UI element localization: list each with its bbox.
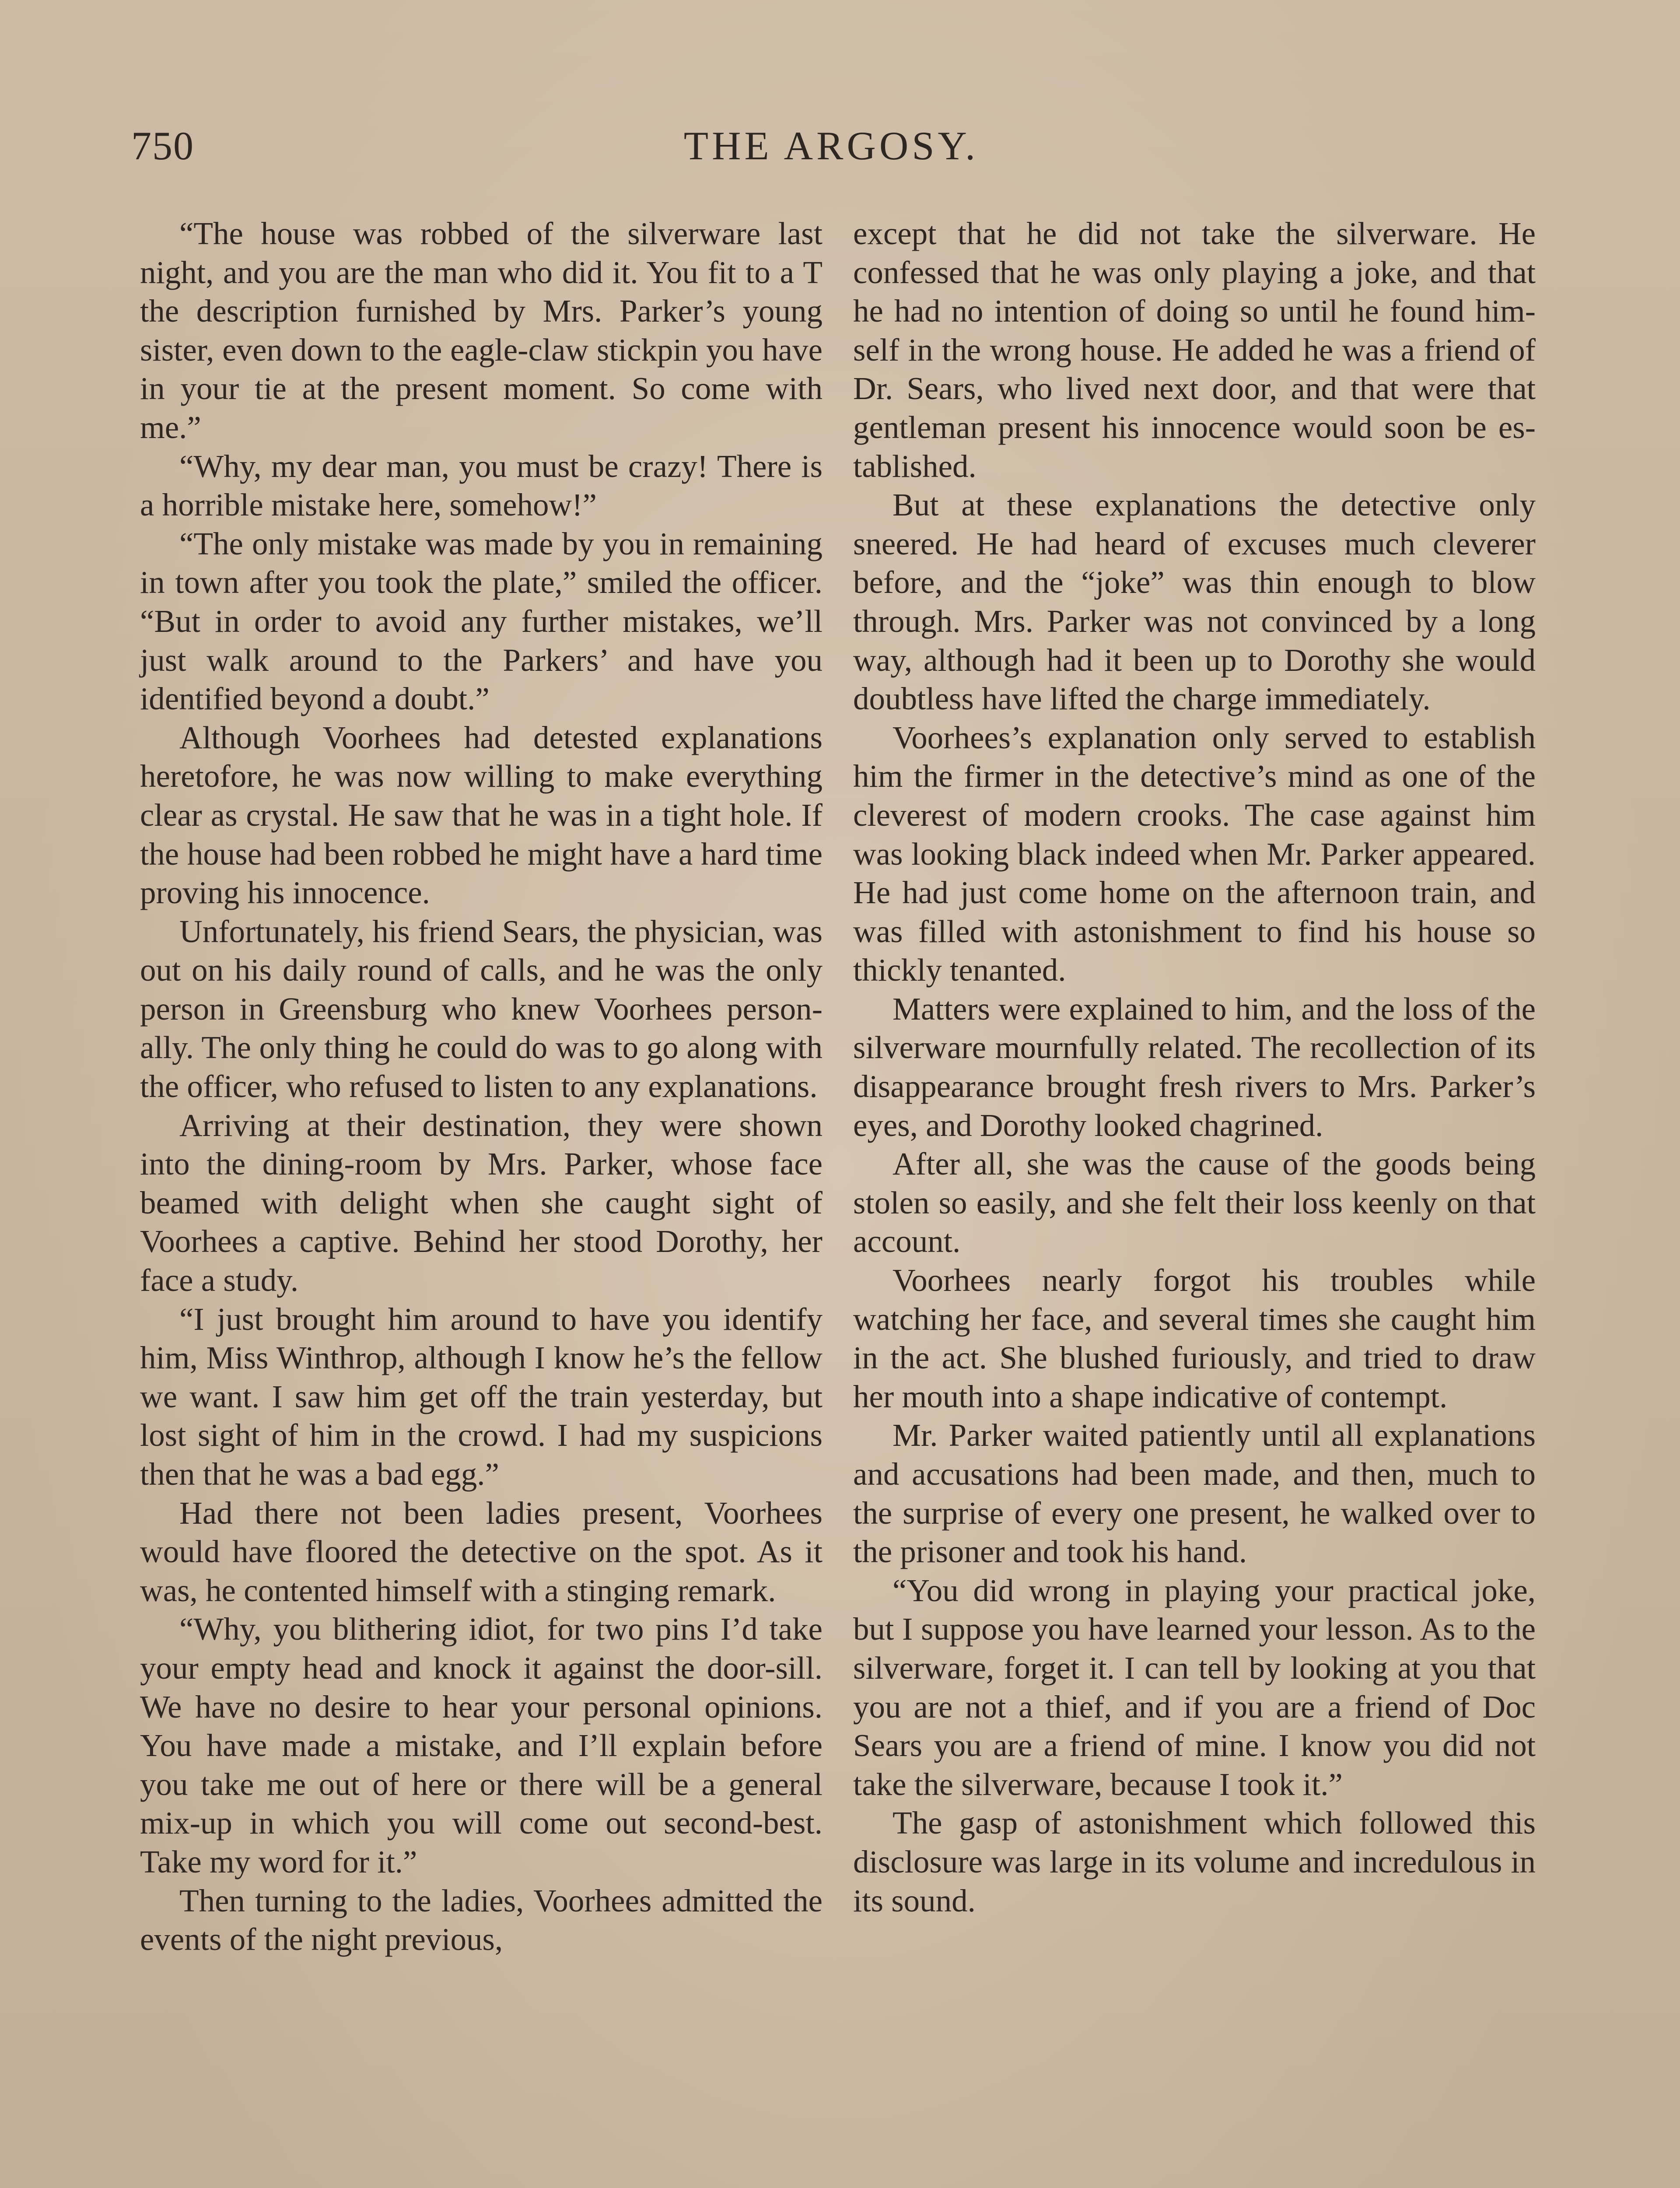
paragraph: “The only mistake was made by you in remaining in town after you took the plate,” smiled the officer. “But in order to avoid any further mistakes, we’ll just walk around to the Parkers’ and have you identified beyond a doubt.” xyxy=(140,526,822,717)
paragraph: Mr. Parker waited patiently until all explanations and accusations had been made, and then, much to the surprise of every one present, he walked over to the prisoner and took his hand. xyxy=(853,1417,1536,1570)
page-number: 750 xyxy=(131,123,194,168)
paragraph: “I just brought him around to have you identify him, Miss Winthrop, although I know he’s the fellow we want. I saw him get off the train yesterday, but lost sight of him in the crowd. I had my suspicions then that he was a bad egg.” xyxy=(140,1301,822,1492)
paragraph: “The house was robbed of the silverware last night, and you are the man who did it. You fit to a T the description furnished by Mrs. Parker’s young sister, even down to the eagle-claw stickpin you have in your tie at the present moment. So come with me.” xyxy=(140,216,822,445)
paragraph-continued: except that he did not take the silverware. He confessed that he was only playing a joke, and that he had no intention of doing so until he found himself in the wrong house. He added he was a friend of Dr. Sears, who lived next door, and that were that gentleman present his innocence would soon be established. xyxy=(853,216,1536,484)
paragraph: Unfortunately, his friend Sears, the physician, was out on his daily round of calls, and he was the only person in Greensburg who knew Voorhees personally. The only thing he could do was to go along with the officer, who refused to listen to any explanations. xyxy=(140,913,822,1105)
paragraph: “Why, you blithering idiot, for two pins I’d take your empty head and knock it against the door-sill. We have no desire to hear your personal opinions. You have made a mistake, and I’ll explain before you take me out of here or there will be a general mix-up in which you will come out second-best. Take my word for it.” xyxy=(140,1611,822,1879)
paragraph: After all, she was the cause of the goods being stolen so easily, and she felt their loss keenly on that account. xyxy=(853,1146,1536,1259)
paragraph: Although Voorhees had detested explanations heretofore, he was now willing to make everything clear as crystal. He saw that he was in a tight hole. If the house had been robbed he might have a hard time proving his innocence. xyxy=(140,719,822,911)
paragraph: Then turning to the ladies, Voorhees admitted the events of the night previous, xyxy=(140,1883,822,1957)
paragraph: Voorhees’s explanation only served to establish him the firmer in the detective’s mind as one of the cleverest of modern crooks. The case against him was looking black indeed when Mr. Parker appeared. He had just come home on the afternoon train, and was filled with astonishment to find his house so thickly tenanted. xyxy=(853,719,1536,988)
paragraph: “You did wrong in playing your practical joke, but I suppose you have learned your lesson. As to the silverware, forget it. I can tell by looking at you that you are not a thief, and if you are a friend of Doc Sears you are a friend of mine. I know you did not take the silverware, because I took it.” xyxy=(853,1572,1536,1802)
paragraph: The gasp of astonishment which followed this disclosure was large in its volume and incredulous in its sound. xyxy=(853,1805,1536,1918)
paragraph: Matters were explained to him, and the loss of the silverware mournfully related. The recollection of its disappearance brought fresh rivers to Mrs. Parker’s eyes, and Dorothy looked chagrined. xyxy=(853,991,1536,1143)
paragraph: Had there not been ladies present, Voorhees would have floored the detective on the spot. As it was, he contented himself with a stinging remark. xyxy=(140,1495,822,1608)
right-column xyxy=(853,214,1536,1920)
page-header xyxy=(131,123,1531,184)
paragraph: “Why, my dear man, you must be crazy! There is a horrible mistake here, somehow!” xyxy=(140,448,822,523)
paragraph: But at these explanations the detective only sneered. He had heard of excuses much cleverer before, and the “joke” was thin enough to blow through. Mrs. Parker was not convinced by a long way, although had it been up to Dorothy she would doubtless have lifted the charge immediately. xyxy=(853,487,1536,717)
running-head: THE ARGOSY. xyxy=(683,123,979,168)
paragraph: Voorhees nearly forgot his troubles while watching her face, and several times she caught him in the act. She blushed furiously, and tried to draw her mouth into a shape indicative of contempt. xyxy=(853,1262,1536,1414)
left-column xyxy=(140,214,822,1959)
paragraph: Arriving at their destination, they were shown into the dining-room by Mrs. Parker, whose face beamed with delight when she caught sight of Voorhees a captive. Behind her stood Dorothy, her face a study. xyxy=(140,1107,822,1298)
